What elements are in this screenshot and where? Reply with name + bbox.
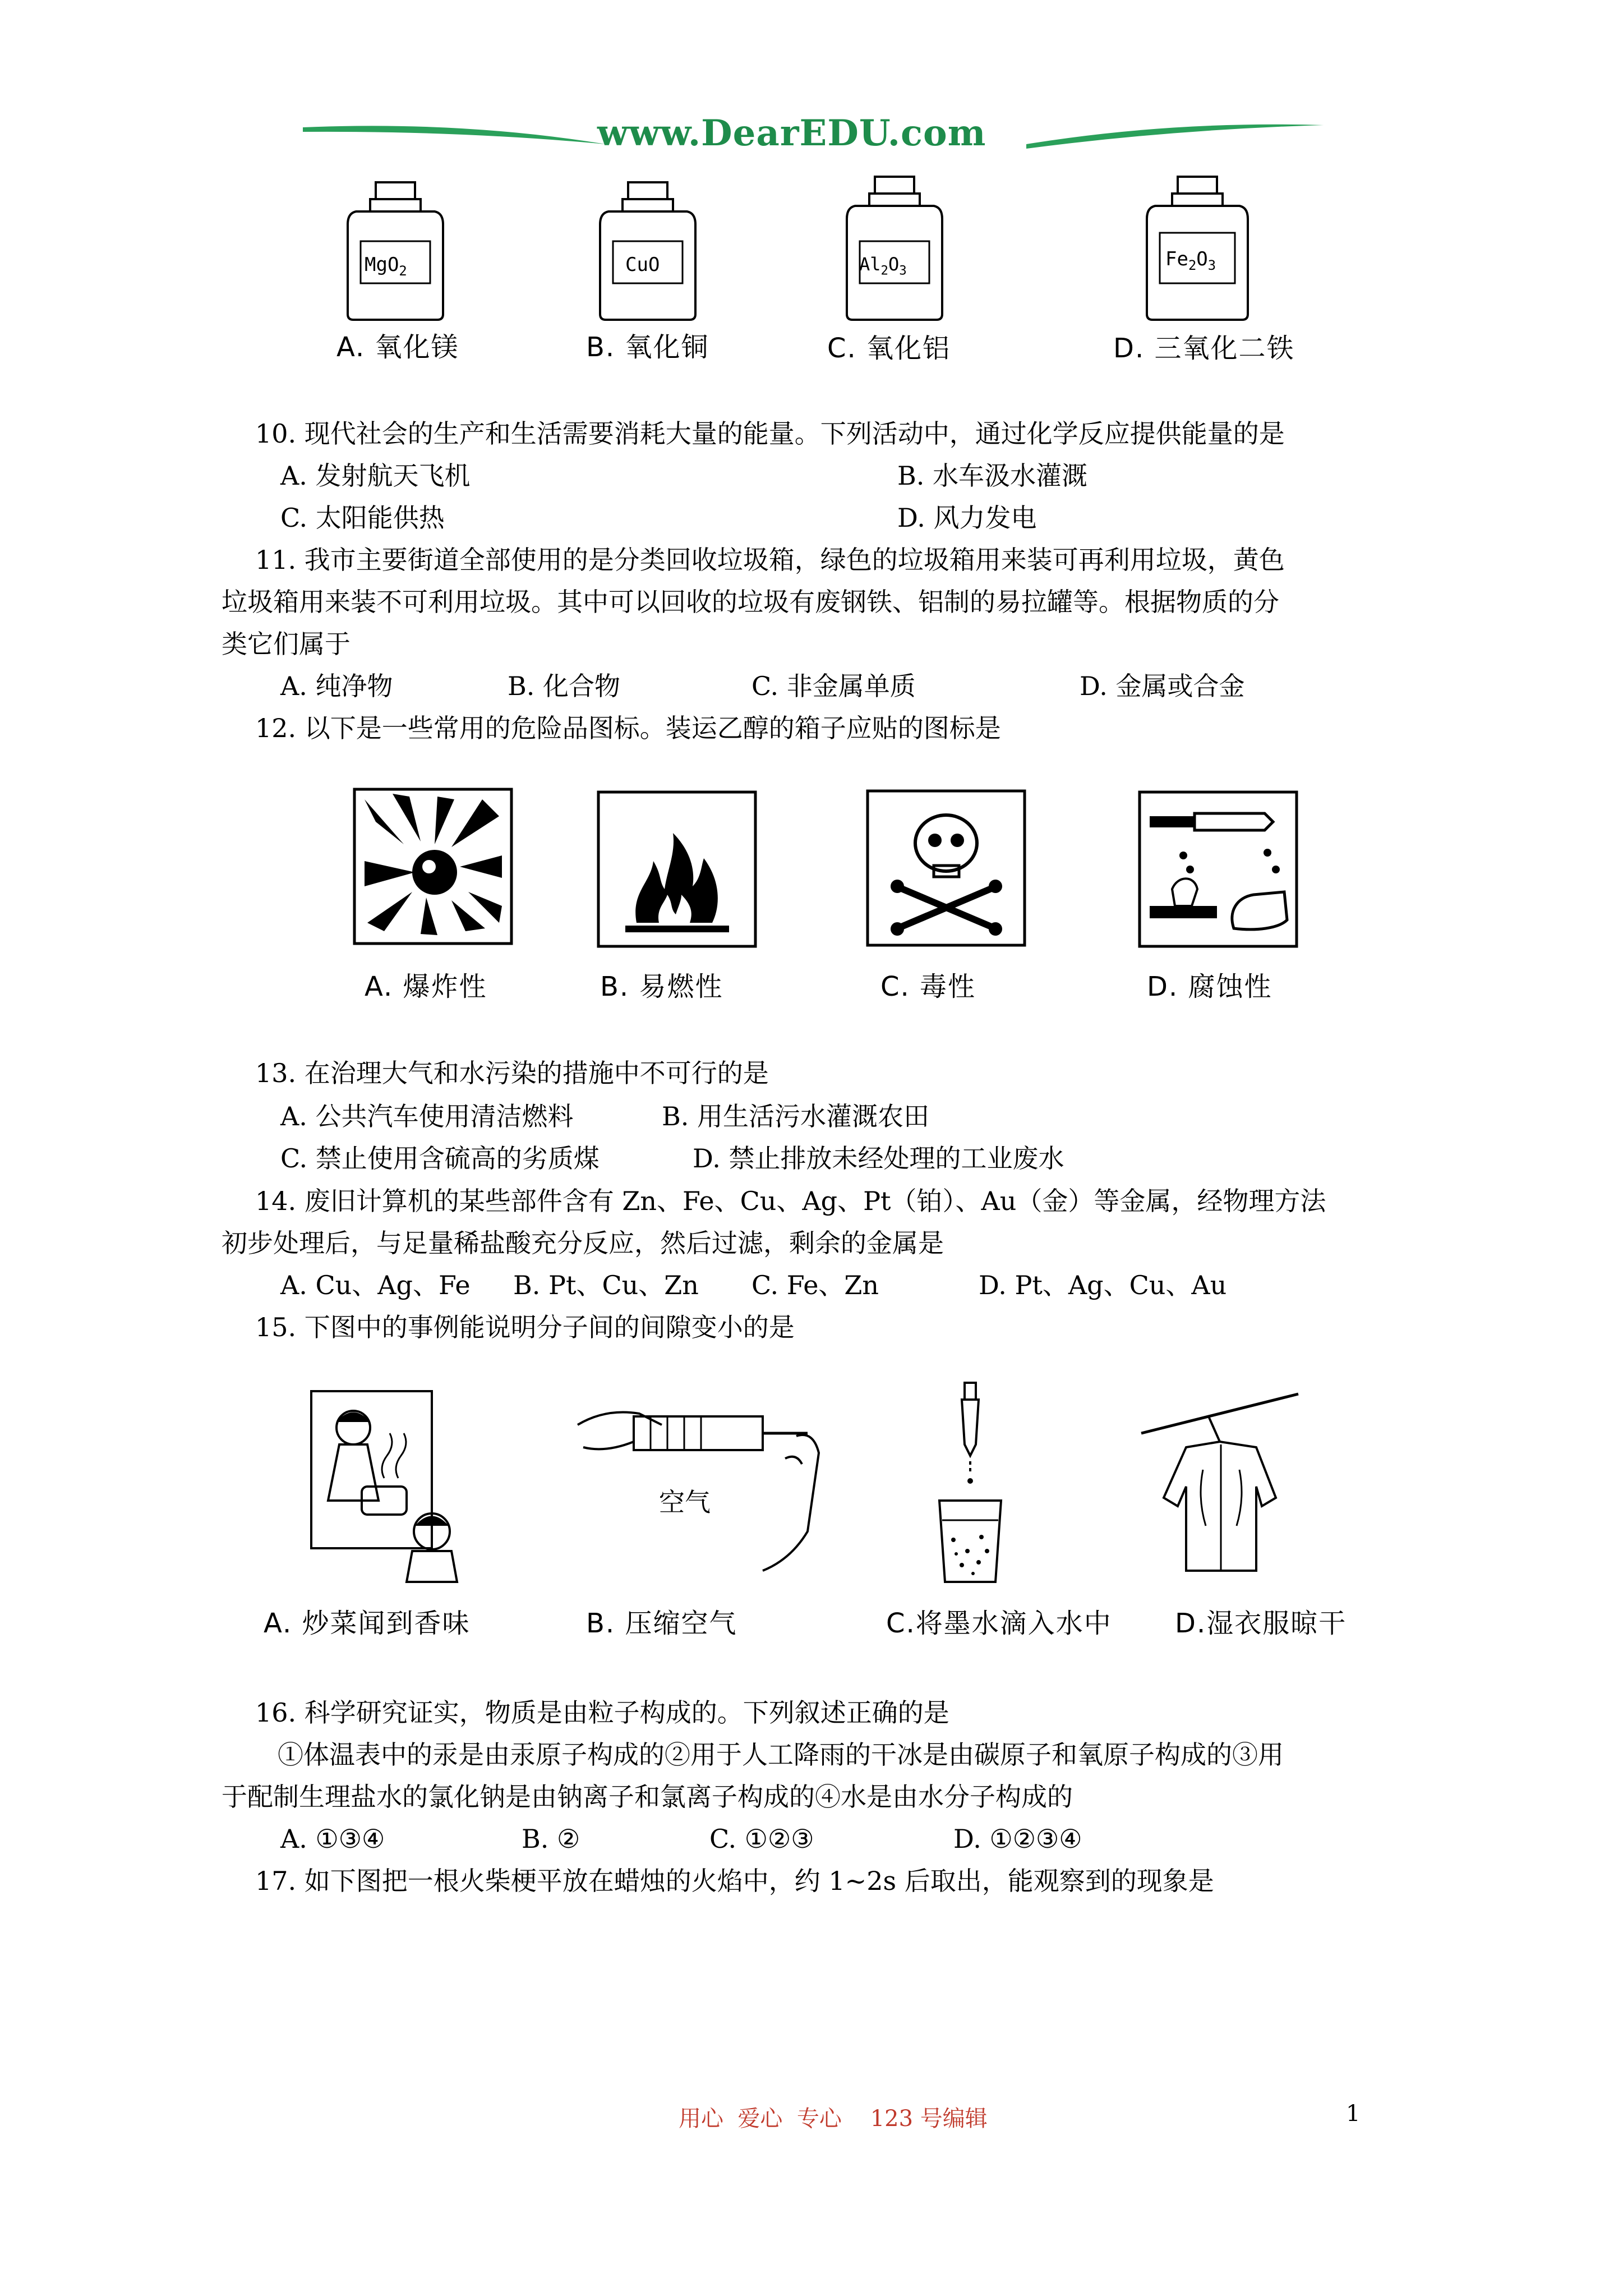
- bottle-c-label: $Al_2O_3$: [859, 254, 907, 278]
- cooking-scene-icon: [306, 1388, 463, 1585]
- q16-option-c[interactable]: C. ①②③: [709, 1824, 814, 1854]
- q16-option-b[interactable]: B. ②: [522, 1824, 580, 1854]
- bottle-d-label: $Fe_2O_3$: [1165, 248, 1216, 273]
- q10-stem: 10. 现代社会的生产和生活需要消耗大量的能量。下列活动中，通过化学反应提供能量的是: [255, 418, 1285, 449]
- q10-option-b[interactable]: B. 水车汲水灌溉: [897, 461, 1088, 491]
- corrosive-icon: [1138, 791, 1298, 948]
- q13-stem: 13. 在治理大气和水污染的措施中不可行的是: [255, 1058, 769, 1088]
- q13-option-d[interactable]: D. 禁止排放未经处理的工业废水: [693, 1143, 1064, 1174]
- q11-stem-line3: 类它们属于: [222, 629, 351, 659]
- explosive-icon: [353, 788, 513, 945]
- q13-option-c[interactable]: C. 禁止使用含硫高的劣质煤: [280, 1143, 600, 1174]
- q14-option-a[interactable]: A. Cu、Ag、Fe: [280, 1270, 471, 1300]
- q11-option-b[interactable]: B. 化合物: [508, 671, 621, 701]
- q15-caption-c: C.将墨水滴入水中: [886, 1608, 1112, 1639]
- bottle-b-icon: [597, 182, 698, 323]
- q14-option-d[interactable]: D. Pt、Ag、Cu、Au: [979, 1270, 1227, 1300]
- q16-option-a[interactable]: A. ①③④: [280, 1824, 385, 1854]
- q11-stem-line2: 垃圾箱用来装不可利用垃圾。其中可以回收的垃圾有废钢铁、铝制的易拉罐等。根据物质的分: [222, 587, 1279, 617]
- q10-option-a[interactable]: A. 发射航天飞机: [280, 461, 471, 491]
- q15-caption-b: B. 压缩空气: [586, 1608, 737, 1639]
- q11-option-d[interactable]: D. 金属或合金: [1080, 671, 1245, 701]
- bottle-c-icon: [844, 177, 945, 323]
- q12-caption-d: D. 腐蚀性: [1147, 971, 1272, 1002]
- toxic-icon: [866, 790, 1026, 947]
- q15-stem: 15. 下图中的事例能说明分子间的间隙变小的是: [255, 1312, 795, 1342]
- q10-option-c[interactable]: C. 太阳能供热: [280, 503, 445, 533]
- header-swoosh-right: [1026, 115, 1329, 154]
- q16-statements-line2: 于配制生理盐水的氯化钠是由钠离子和氯离子构成的④水是由水分子构成的: [222, 1782, 1073, 1812]
- site-logo[interactable]: www.DearEDU.com: [597, 112, 986, 154]
- q13-option-a[interactable]: A. 公共汽车使用清洁燃料: [280, 1101, 574, 1131]
- q12-caption-b: B. 易燃性: [600, 971, 723, 1002]
- q15-caption-a: A. 炒菜闻到香味: [264, 1608, 471, 1639]
- q9-caption-d: D. 三氧化二铁: [1113, 333, 1295, 364]
- q14-option-c[interactable]: C. Fe、Zn: [751, 1270, 879, 1300]
- q16-statements-line1: ①体温表中的汞是由汞原子构成的②用于人工降雨的干冰是由碳原子和氧原子构成的③用: [278, 1740, 1284, 1770]
- q12-caption-c: C. 毒性: [880, 971, 976, 1002]
- q13-option-b[interactable]: B. 用生活污水灌溉农田: [662, 1101, 930, 1131]
- bottle-a-label: MgO$_2$: [365, 254, 407, 279]
- q16-stem: 16. 科学研究证实，物质是由粒子构成的。下列叙述正确的是: [255, 1697, 949, 1728]
- footer-text: 用心 爱心 专心 123 号编辑: [679, 2106, 988, 2132]
- q14-stem-line2: 初步处理后，与足量稀盐酸充分反应，然后过滤，剩余的金属是: [222, 1228, 944, 1258]
- q12-caption-a: A. 爆炸性: [365, 971, 487, 1002]
- air-label: 空气: [659, 1487, 711, 1517]
- q14-stem-line1: 14. 废旧计算机的某些部件含有 Zn、Fe、Cu、Ag、Pt（铂）、Au（金）等金属，经物理方法: [255, 1186, 1326, 1216]
- q9-caption-b: B. 氧化铜: [586, 332, 709, 363]
- q12-stem: 12. 以下是一些常用的危险品图标。装运乙醇的箱子应贴的图标是: [255, 713, 1001, 743]
- wet-clothes-icon: [1136, 1386, 1304, 1576]
- syringe-icon: [572, 1391, 830, 1576]
- bottle-b-label: CuO: [625, 254, 660, 276]
- q9-caption-c: C. 氧化铝: [827, 333, 951, 364]
- q17-stem: 17. 如下图把一根火柴梗平放在蜡烛的火焰中，约 1~2s 后取出，能观察到的现象是: [255, 1866, 1214, 1896]
- q11-option-c[interactable]: C. 非金属单质: [751, 671, 916, 701]
- q11-option-a[interactable]: A. 纯净物: [280, 671, 393, 701]
- header-swoosh-left: [303, 115, 617, 154]
- ink-dropper-icon: [931, 1383, 1009, 1585]
- flammable-icon: [597, 791, 757, 948]
- q16-option-d[interactable]: D. ①②③④: [953, 1824, 1082, 1854]
- q14-option-b[interactable]: B. Pt、Cu、Zn: [513, 1270, 699, 1300]
- bottle-a-icon: [345, 182, 446, 323]
- page-number: 1: [1346, 2101, 1361, 2127]
- q15-caption-d: D.湿衣服晾干: [1175, 1608, 1347, 1639]
- q10-option-d[interactable]: D. 风力发电: [897, 503, 1037, 533]
- q9-caption-a: A. 氧化镁: [336, 332, 459, 363]
- q11-stem-line1: 11. 我市主要街道全部使用的是分类回收垃圾箱，绿色的垃圾箱用来装可再利用垃圾，黄色: [255, 545, 1285, 575]
